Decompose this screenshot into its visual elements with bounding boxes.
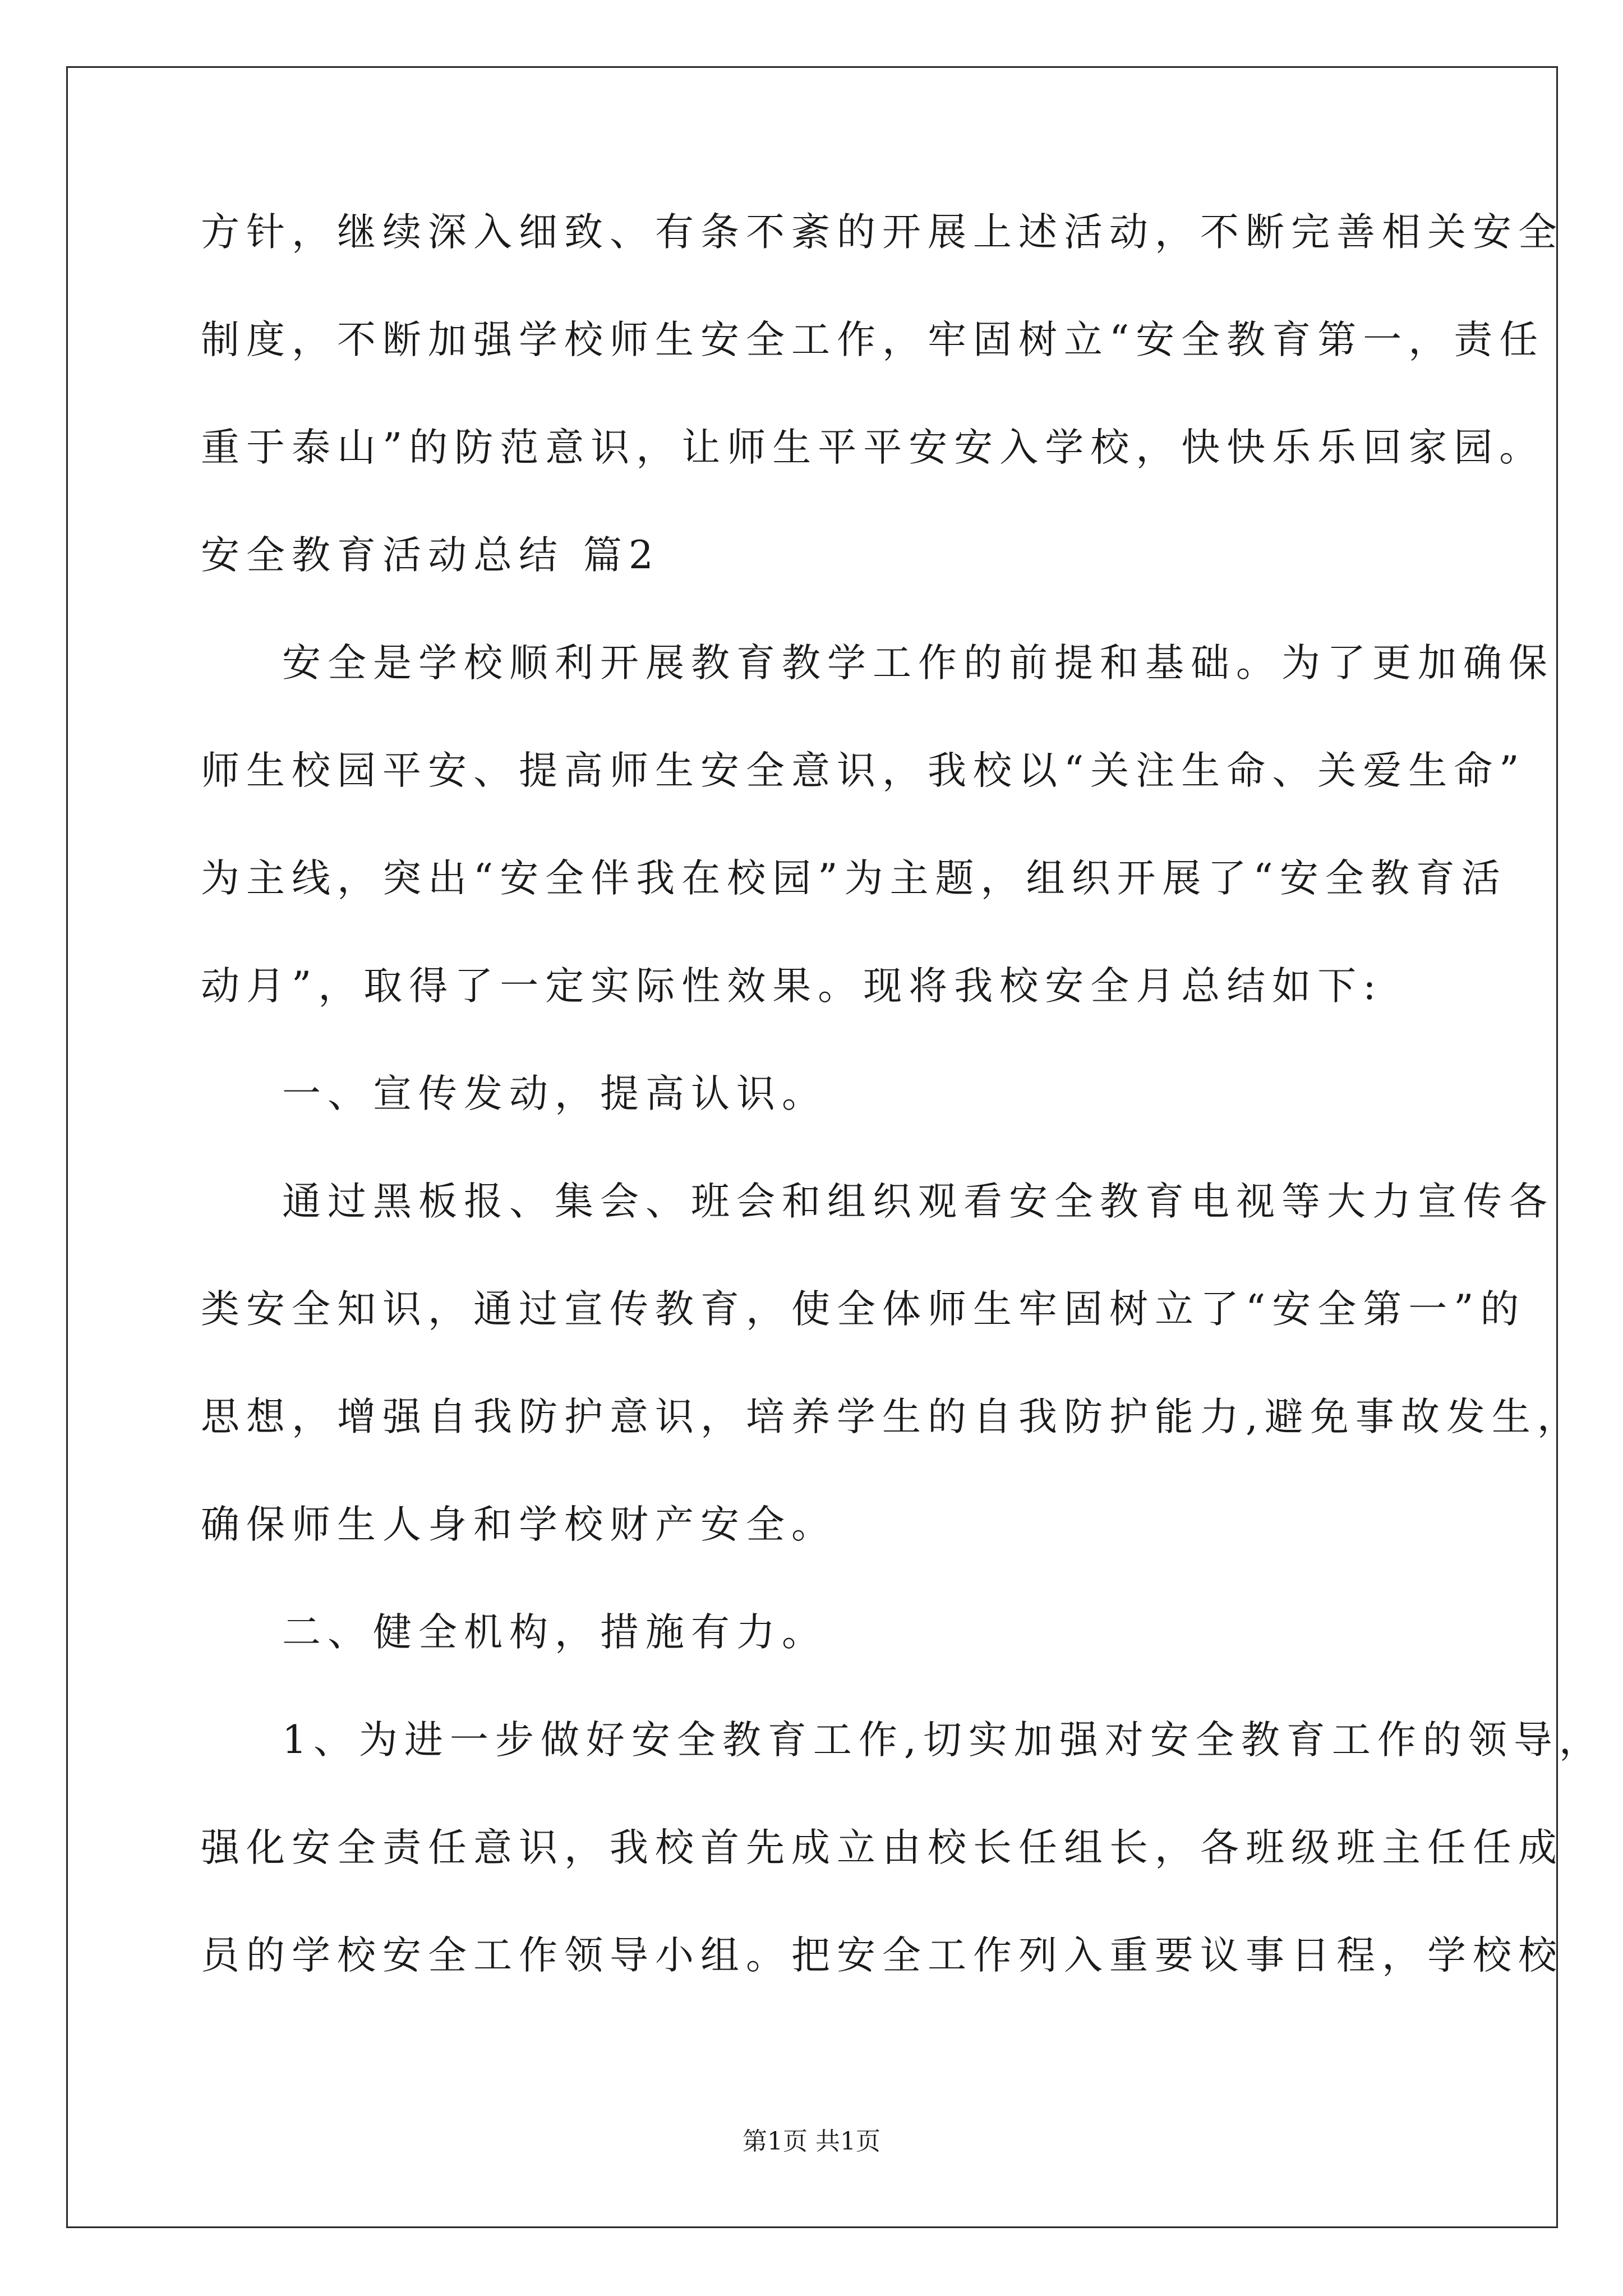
body-line: 为主线，突出“安全伴我在校园”为主题，组织开展了“安全教育活	[201, 856, 1507, 901]
subheading: 一、宣传发动，提高认识。	[282, 1071, 827, 1116]
section-heading: 安全教育活动总结 篇2	[201, 533, 660, 578]
body-line: 通过黑板报、集会、班会和组织观看安全教育电视等大力宣传各	[282, 1179, 1554, 1224]
body-line: 1、为进一步做好安全教育工作,切实加强对安全教育工作的领导，	[282, 1718, 1604, 1763]
page-border	[66, 66, 1558, 2228]
page-footer: 第1页 共1页	[743, 2127, 880, 2156]
body-line: 动月”，取得了一定实际性效果。现将我校安全月总结如下:	[201, 964, 1383, 1009]
body-line: 强化安全责任意识，我校首先成立由校长任组长，各班级班主任任成	[201, 1825, 1564, 1870]
body-line: 师生校园平安、提高师生安全意识，我校以“关注生命、关爱生命”	[201, 748, 1526, 793]
body-line: 制度，不断加强学校师生安全工作，牢固树立“安全教育第一，责任	[201, 318, 1545, 362]
body-line: 方针，继续深入细致、有条不紊的开展上述活动，不断完善相关安全	[201, 210, 1564, 255]
body-line: 重于泰山”的防范意识，让师生平平安安入学校，快快乐乐回家园。	[201, 425, 1545, 470]
body-line: 员的学校安全工作领导小组。把安全工作列入重要议事日程，学校校	[201, 1933, 1564, 1978]
body-line: 类安全知识，通过宣传教育，使全体师生牢固树立了“安全第一”的	[201, 1287, 1526, 1332]
subheading: 二、健全机构，措施有力。	[282, 1610, 827, 1655]
body-line: 安全是学校顺利开展教育教学工作的前提和基础。为了更加确保	[282, 641, 1554, 685]
body-line: 思想，增强自我防护意识，培养学生的自我防护能力,避免事故发生，	[201, 1395, 1583, 1439]
body-line: 确保师生人身和学校财产安全。	[201, 1502, 837, 1547]
